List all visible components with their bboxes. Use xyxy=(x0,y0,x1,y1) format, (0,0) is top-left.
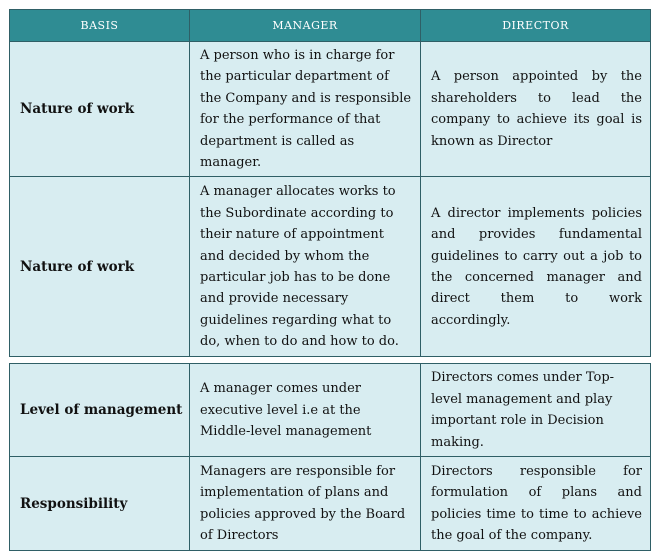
table-row xyxy=(10,42,651,177)
header-basis: BASIS xyxy=(10,10,190,42)
header-director: DIRECTOR xyxy=(421,10,651,42)
director-cell: Directors responsible for formulation of plans and policies time to time to achieve the goal of the company. xyxy=(421,457,651,551)
manager-cell: Managers are responsible for implementation of plans and policies approved by the Board of Directors xyxy=(190,457,421,551)
comparison-table-container xyxy=(9,9,650,551)
separator-cell xyxy=(10,357,190,364)
basis-cell: Nature of work xyxy=(10,177,190,357)
basis-cell: Level of management xyxy=(10,364,190,457)
director-cell: A person appointed by the shareholders to lead the company to achieve its goal is known as Director xyxy=(421,42,651,177)
basis-cell: Responsibility xyxy=(10,457,190,551)
table-row xyxy=(10,177,651,357)
manager-cell: A manager comes under executive level i.e at the Middle-level management xyxy=(190,364,421,457)
table-row xyxy=(10,457,651,551)
manager-cell: A manager allocates works to the Subordinate according to their nature of appointment and decided by whom the particular job has to be done and provide necessary guidelines regarding what to do, when to do and how to do. xyxy=(190,177,421,357)
table-row xyxy=(10,364,651,457)
manager-cell: A person who is in charge for the particular department of the Company and is responsible for the performance of that department is called as manager. xyxy=(190,42,421,177)
header-manager: MANAGER xyxy=(190,10,421,42)
basis-cell: Nature of work xyxy=(10,42,190,177)
table-header-row xyxy=(10,10,651,42)
manager-vs-director-table xyxy=(9,9,651,551)
row-separator xyxy=(10,357,651,364)
director-cell: A director implements policies and provides fundamental guidelines to carry out a job to the concerned manager and direct them to work accordingly. xyxy=(421,177,651,357)
separator-cell xyxy=(421,357,651,364)
director-cell: Directors comes under Top-level management and play important role in Decision making. xyxy=(421,364,651,457)
separator-cell xyxy=(190,357,421,364)
